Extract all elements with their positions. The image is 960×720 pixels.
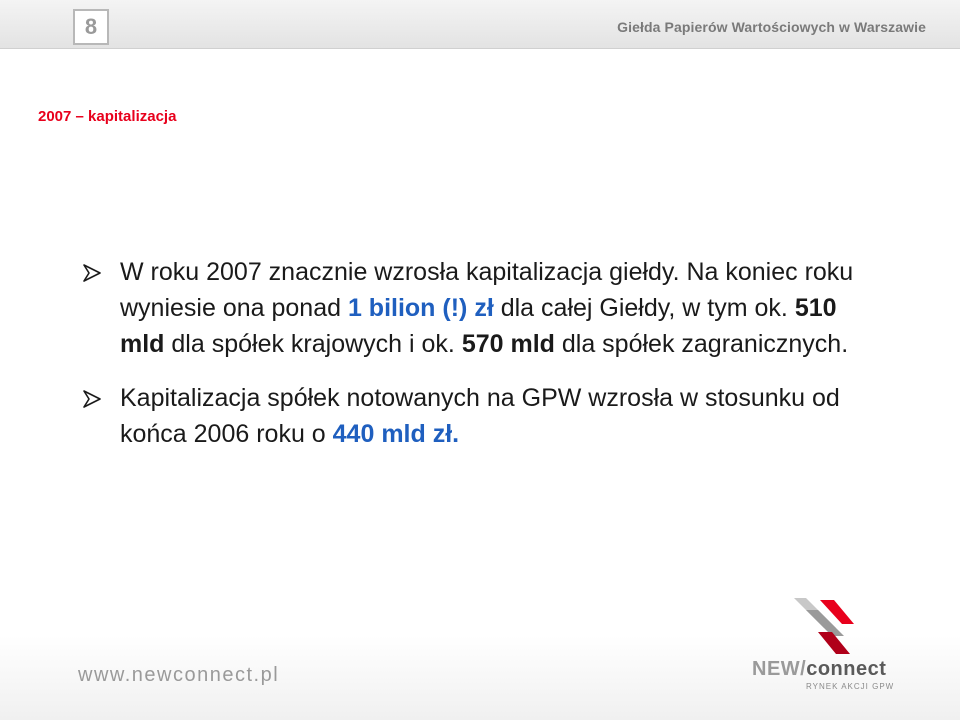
highlight-growth: 440 mld zł. xyxy=(332,420,460,448)
highlight-domestic: 510 mld xyxy=(120,294,837,358)
arrow-bullet-icon xyxy=(82,264,102,282)
bullet-text xyxy=(120,258,853,358)
exchange-name: Giełda Papierów Wartościowych w Warszawie xyxy=(617,19,926,35)
logo-new: NEW/ xyxy=(752,658,807,680)
bullet-list xyxy=(82,254,862,470)
text-run: dla spółek zagranicznych. xyxy=(554,330,849,358)
newconnect-logo xyxy=(752,658,902,681)
text-run: dla spółek krajowych i ok. xyxy=(164,330,462,358)
highlight-foreign: 570 mld xyxy=(461,330,555,358)
text-run: dla całej Giełdy, w tym ok. xyxy=(493,294,795,322)
slide-title: 2007 – kapitalizacja xyxy=(38,108,177,125)
text-run: W roku 2007 znacznie wzrosła kapitalizacja giełdy. Na koniec roku wyniesie ona ponad xyxy=(120,258,854,322)
logo-connect: connect xyxy=(806,658,887,680)
arrow-bullet-icon xyxy=(82,390,102,408)
bullet-text xyxy=(120,384,840,448)
page-number: 8 xyxy=(73,9,109,45)
bullet-item xyxy=(82,254,862,362)
text-run: Kapitalizacja spółek notowanych na GPW wzrosła w stosunku od końca 2006 roku o xyxy=(120,384,840,448)
footer-url: www.newconnect.pl xyxy=(78,664,280,686)
bullet-item xyxy=(82,380,862,452)
newconnect-logo-arrows-icon xyxy=(784,594,858,658)
highlight-total: 1 bilion (!) zł xyxy=(347,294,494,322)
logo-subtitle: RYNEK AKCJI GPW xyxy=(806,682,895,691)
